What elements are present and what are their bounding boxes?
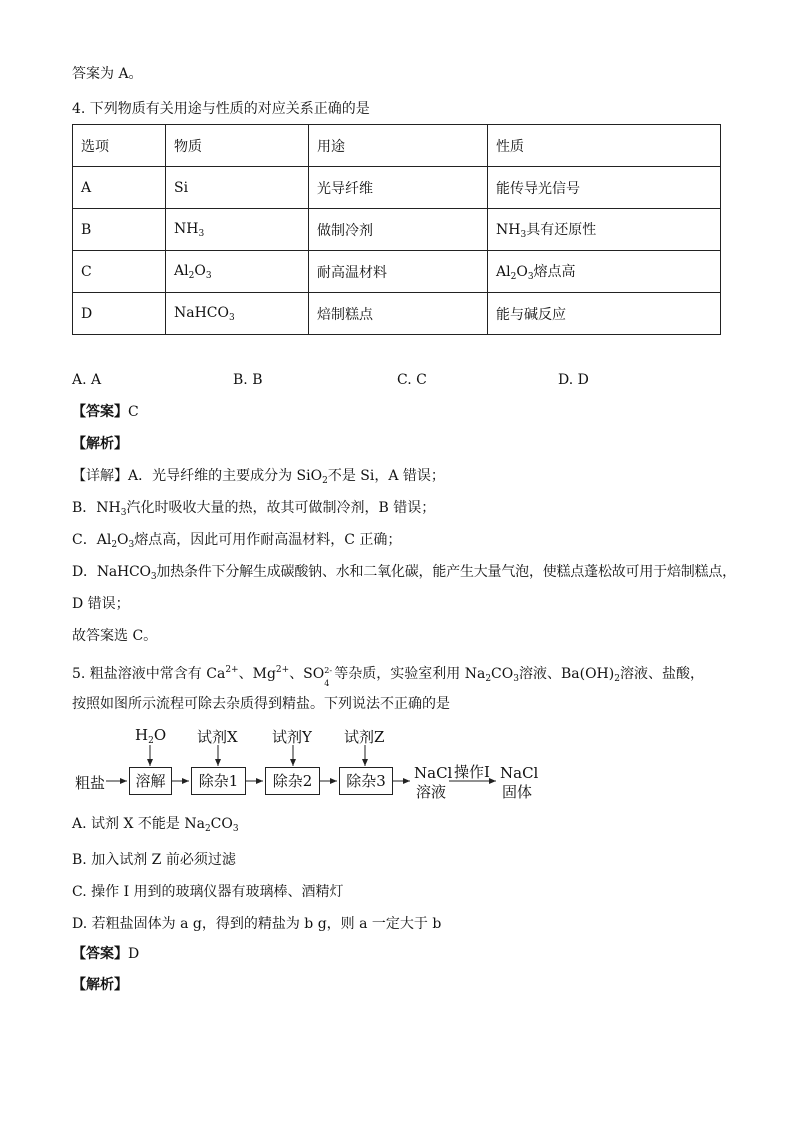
q5-option-d: D. 若粗盐固体为 a g，得到的精盐为 b g，则 a 一定大于 b bbox=[72, 916, 442, 932]
flow-box-step3: 除杂3 bbox=[339, 767, 393, 795]
ion-charge: 2+ bbox=[275, 665, 290, 675]
row-option: A bbox=[73, 167, 166, 209]
flow-reagent-y-label: 试剂Y bbox=[272, 728, 312, 746]
detail-text: C．Al bbox=[72, 532, 112, 548]
formula-text: Al bbox=[174, 262, 189, 279]
question-5-stem-line-2: 按照如图所示流程可除去杂质得到精盐。下列说法不正确的是 bbox=[72, 696, 450, 712]
question-4-stem: 4. 下列物质有关用途与性质的对应关系正确的是 bbox=[72, 101, 370, 117]
flow-water-label bbox=[135, 726, 166, 746]
detail-text: 【详解】A．光导纤维的主要成分为 SiO bbox=[72, 468, 323, 484]
formula-subscript: 3 bbox=[229, 312, 235, 323]
q5-analysis-label bbox=[72, 975, 128, 995]
option-text: A. 试剂 X 不能是 Na bbox=[72, 816, 205, 832]
option-text: CO bbox=[210, 816, 233, 832]
formula-subscript: 3 bbox=[120, 508, 127, 518]
flow-nacl-solid-label: 固体 bbox=[502, 783, 533, 801]
formula-text: O bbox=[194, 262, 206, 279]
ion-charge: 2+ bbox=[225, 665, 239, 675]
answer-label: 【答案】 bbox=[72, 946, 128, 962]
q4-option-a: A. A bbox=[72, 372, 102, 388]
stem-text: 等杂质，实验室利用 Na bbox=[334, 666, 486, 682]
formula-subscript: 3 bbox=[520, 230, 527, 240]
flow-nacl-solution-label: 溶液 bbox=[416, 783, 447, 801]
row-use: 耐高温材料 bbox=[309, 251, 488, 293]
q4-option-d: D. D bbox=[558, 372, 589, 388]
formula-subscript: 2 bbox=[204, 824, 211, 834]
q5-option-b: B. 加入试剂 Z 前必须过滤 bbox=[72, 852, 236, 868]
q5-answer-line bbox=[72, 944, 139, 964]
stem-text: 、SO bbox=[289, 666, 325, 682]
formula-subscript: 4 bbox=[324, 679, 330, 688]
detail-text: 熔点高，因此可用作耐高温材料，C 正确； bbox=[134, 532, 402, 548]
formula-subscript: 3 bbox=[232, 824, 239, 834]
formula-subscript: 2 bbox=[322, 476, 328, 486]
detail-text: B．NH bbox=[72, 500, 121, 516]
q5-option-a bbox=[72, 814, 239, 839]
formula-text: O bbox=[153, 726, 167, 744]
formula-subscript: 3 bbox=[150, 572, 157, 582]
row-option: D bbox=[73, 293, 166, 335]
q4-detail-line-6: 故答案选 C。 bbox=[72, 628, 158, 644]
detail-text: 加热条件下分解生成碳酸钠、水和二氧化碳，能产生大量气泡，使糕点蓬松故可用于焙制糕点， bbox=[156, 564, 736, 580]
flow-reagent-z-label: 试剂Z bbox=[344, 728, 385, 746]
formula-text: NaHCO bbox=[174, 304, 229, 321]
flow-box-dissolve: 溶解 bbox=[129, 767, 172, 795]
stem-text: 溶液、盐酸， bbox=[619, 666, 704, 682]
row-option: B bbox=[73, 209, 166, 251]
formula-subscript: 2 bbox=[485, 674, 492, 684]
stem-text: 、Mg bbox=[238, 666, 276, 682]
formula-text: O bbox=[516, 264, 528, 280]
ion-charge: 2- bbox=[324, 666, 333, 675]
formula-text: Al bbox=[496, 264, 511, 280]
header-use: 用途 bbox=[309, 125, 488, 167]
q4-detail-line-5: D 错误； bbox=[72, 596, 130, 612]
formula-text: NH bbox=[174, 220, 199, 237]
q4-option-b: B. B bbox=[233, 372, 263, 388]
formula-subscript: 3 bbox=[128, 540, 135, 550]
property-text: 具有还原性 bbox=[526, 222, 597, 238]
row-use: 焙制糕点 bbox=[309, 293, 488, 335]
formula-subscript: 3 bbox=[205, 270, 212, 281]
q5-option-c: C. 操作 I 用到的玻璃仪器有玻璃棒、酒精灯 bbox=[72, 884, 344, 900]
analysis-label: 【解析】 bbox=[72, 436, 128, 452]
formula-subscript: 2 bbox=[510, 272, 517, 282]
header-substance: 物质 bbox=[166, 125, 309, 167]
row-use: 做制冷剂 bbox=[309, 209, 488, 251]
formula-subscript: 3 bbox=[527, 272, 534, 282]
formula-subscript: 2 bbox=[614, 674, 620, 684]
formula-subscript: 2 bbox=[148, 736, 154, 746]
formula-text: H bbox=[135, 726, 149, 744]
detail-text: 不是 Si，A 错误； bbox=[327, 468, 445, 484]
flow-start-crude-salt: 粗盐 bbox=[75, 774, 106, 792]
flow-box-step1: 除杂1 bbox=[191, 767, 246, 795]
formula-subscript: 2 bbox=[111, 540, 118, 550]
flow-nacl-solution-formula: NaCl bbox=[414, 764, 453, 782]
row-use: 光导纤维 bbox=[309, 167, 488, 209]
property-text: 熔点高 bbox=[533, 264, 576, 280]
previous-answer-line: 答案为 A。 bbox=[72, 66, 143, 82]
answer-value: D bbox=[128, 946, 140, 962]
stem-text: CO bbox=[491, 666, 514, 682]
detail-text: O bbox=[117, 532, 129, 548]
answer-value: C bbox=[128, 404, 139, 420]
row-property: 能传导光信号 bbox=[488, 167, 721, 209]
answer-label: 【答案】 bbox=[72, 404, 128, 420]
flow-nacl-solid-formula: NaCl bbox=[500, 764, 539, 782]
header-option: 选项 bbox=[73, 125, 166, 167]
row-option: C bbox=[73, 251, 166, 293]
formula-subscript: 3 bbox=[198, 228, 205, 239]
stem-text: 溶液、Ba(OH) bbox=[518, 666, 615, 682]
detail-text: 汽化时吸收大量的热，故其可做制冷剂，B 错误； bbox=[126, 500, 436, 516]
row-property: 能与碱反应 bbox=[488, 293, 721, 335]
q4-option-c: C. C bbox=[397, 372, 427, 388]
analysis-label: 【解析】 bbox=[72, 977, 128, 993]
formula-text: NH bbox=[496, 222, 521, 238]
flow-operation-i-label: 操作I bbox=[454, 763, 490, 781]
detail-text: D．NaHCO bbox=[72, 564, 151, 580]
formula-subscript: 3 bbox=[513, 674, 519, 684]
stem-text: 5. 粗盐溶液中常含有 Ca bbox=[72, 666, 226, 682]
flow-reagent-x-label: 试剂X bbox=[197, 728, 238, 746]
formula-subscript: 2 bbox=[188, 270, 195, 281]
row-substance: Si bbox=[166, 167, 309, 209]
flow-box-step2: 除杂2 bbox=[265, 767, 320, 795]
header-property: 性质 bbox=[488, 125, 721, 167]
